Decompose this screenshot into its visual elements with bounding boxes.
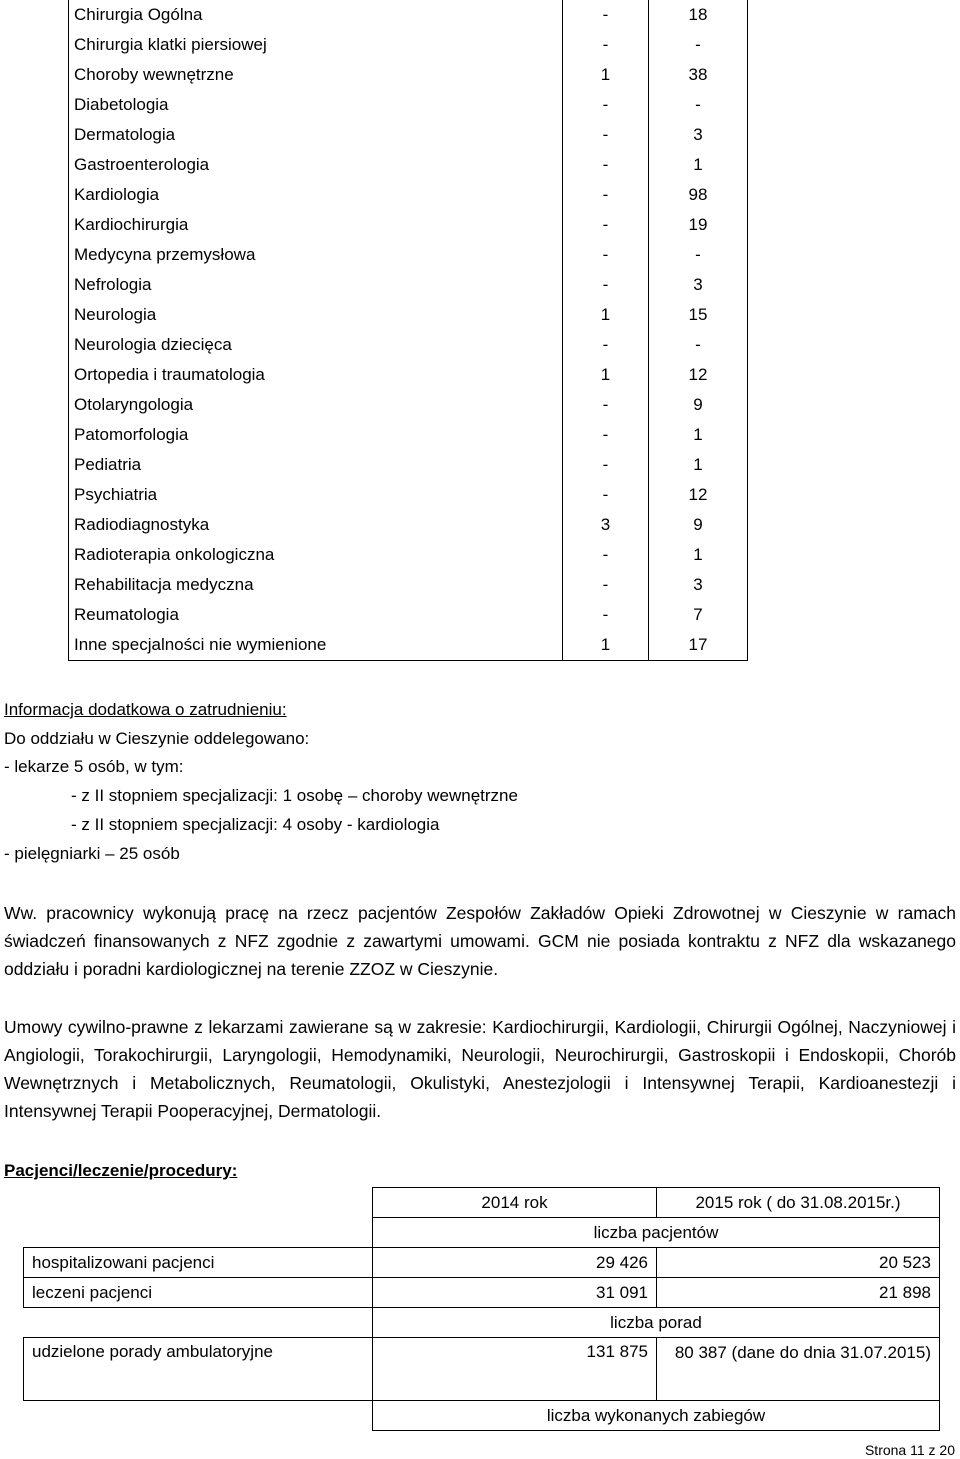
- empty-cell: [24, 1188, 373, 1218]
- table-row: [69, 360, 748, 390]
- specialty-name: Patomorfologia: [69, 420, 563, 450]
- specialty-count-1: -: [563, 420, 649, 450]
- specialty-name: Pediatria: [69, 450, 563, 480]
- specialty-name: Chirurgia Ogólna: [69, 0, 563, 30]
- table-row: [24, 1401, 940, 1431]
- table-row: [69, 480, 748, 510]
- table-row: [69, 630, 748, 661]
- info-line-1: Do oddziału w Cieszynie oddelegowano:: [4, 729, 310, 748]
- specialty-count-1: 1: [563, 360, 649, 390]
- specialty-count-1: 3: [563, 510, 649, 540]
- table-row: [69, 120, 748, 150]
- advice-2015: 80 387 (dane do dnia 31.07.2015): [657, 1338, 940, 1401]
- hospitalized-2014: 29 426: [373, 1248, 657, 1278]
- specialty-count-1: 1: [563, 60, 649, 90]
- empty-cell: [24, 1308, 373, 1338]
- specialty-name: Gastroenterologia: [69, 150, 563, 180]
- specialty-count-2: 9: [649, 390, 748, 420]
- specialty-count-2: 7: [649, 600, 748, 630]
- table-row: [69, 0, 748, 30]
- info-line-5: - pielęgniarki – 25 osób: [4, 844, 180, 863]
- specialty-name: Kardiochirurgia: [69, 210, 563, 240]
- specialty-name: Radioterapia onkologiczna: [69, 540, 563, 570]
- specialty-count-1: -: [563, 330, 649, 360]
- empty-cell: [24, 1218, 373, 1248]
- specialties-table: [68, 0, 748, 661]
- patients-heading: Pacjenci/leczenie/procedury:: [4, 1161, 238, 1180]
- specialty-name: Chirurgia klatki piersiowej: [69, 30, 563, 60]
- advice-2014: 131 875: [373, 1338, 657, 1401]
- specialty-count-1: -: [563, 210, 649, 240]
- specialty-count-1: -: [563, 450, 649, 480]
- specialty-name: Neurologia dziecięca: [69, 330, 563, 360]
- specialty-count-1: -: [563, 120, 649, 150]
- empty-cell: [24, 1401, 373, 1431]
- col-header-2014: 2014 rok: [373, 1188, 657, 1218]
- specialty-count-1: -: [563, 600, 649, 630]
- table-row: [69, 270, 748, 300]
- specialty-count-2: 3: [649, 120, 748, 150]
- specialty-count-1: -: [563, 540, 649, 570]
- table-row: [24, 1278, 940, 1308]
- specialty-count-2: 12: [649, 360, 748, 390]
- paragraph-civil-contracts: Umowy cywilno-prawne z lekarzami zawierane są w zakresie: Kardiochirurgii, Kardiologii, Chirurgii Ogólnej, Naczyniowej i Angiologii, Torakochirurgii, Laryngologii, Hemodynamiki, Neurologii, Neurochirurgii, Gastroskopii i Endoskopii, Chorób Wewnętrznych i Metabolicznych, Reumatologii, Okulistyki, Anestezjologii i Intensywnej Terapii, Kardioanestezji i Intensywnej Terapii Pooperacyjnej, Dermatologii.: [4, 1017, 956, 1121]
- page-number: Strona 11 z 20: [864, 1442, 955, 1458]
- specialty-name: Diabetologia: [69, 90, 563, 120]
- specialty-name: Kardiologia: [69, 180, 563, 210]
- specialty-name: Otolaryngologia: [69, 390, 563, 420]
- patients-table: [23, 1187, 940, 1431]
- specialty-count-2: 3: [649, 270, 748, 300]
- table-row: [69, 390, 748, 420]
- info-heading: Informacja dodatkowa o zatrudnieniu:: [4, 700, 287, 719]
- specialty-count-2: 3: [649, 570, 748, 600]
- table-row: [69, 60, 748, 90]
- specialty-count-2: 1: [649, 420, 748, 450]
- info-line-3: - z II stopniem specjalizacji: 1 osobę – choroby wewnętrzne: [71, 786, 518, 805]
- specialty-name: Medycyna przemysłowa: [69, 240, 563, 270]
- specialty-name: Nefrologia: [69, 270, 563, 300]
- specialties-table-body: [69, 0, 748, 661]
- specialty-count-2: 12: [649, 480, 748, 510]
- specialty-name: Choroby wewnętrzne: [69, 60, 563, 90]
- specialty-count-1: -: [563, 30, 649, 60]
- row-label-advice: udzielone porady ambulatoryjne: [24, 1338, 373, 1401]
- specialty-count-1: -: [563, 270, 649, 300]
- info-line-2: - lekarze 5 osób, w tym:: [4, 757, 184, 776]
- specialty-count-2: 18: [649, 0, 748, 30]
- section-advice-header: liczba porad: [373, 1308, 940, 1338]
- specialty-name: Ortopedia i traumatologia: [69, 360, 563, 390]
- specialty-count-2: 1: [649, 150, 748, 180]
- table-row: [24, 1188, 940, 1218]
- hospitalized-2015: 20 523: [657, 1248, 940, 1278]
- specialty-count-1: -: [563, 390, 649, 420]
- specialty-count-1: -: [563, 0, 649, 30]
- table-row: [24, 1248, 940, 1278]
- specialty-count-2: 9: [649, 510, 748, 540]
- specialty-count-2: 19: [649, 210, 748, 240]
- table-row: [69, 330, 748, 360]
- table-row: [69, 570, 748, 600]
- table-row: [69, 300, 748, 330]
- table-row: [69, 30, 748, 60]
- section-patients-header: liczba pacjentów: [373, 1218, 940, 1248]
- table-row: [69, 180, 748, 210]
- specialty-count-2: -: [649, 90, 748, 120]
- specialty-count-1: -: [563, 480, 649, 510]
- row-label-hospitalized: hospitalizowani pacjenci: [24, 1248, 373, 1278]
- specialty-count-2: 1: [649, 540, 748, 570]
- specialty-count-1: -: [563, 150, 649, 180]
- treated-2014: 31 091: [373, 1278, 657, 1308]
- table-row: [69, 600, 748, 630]
- table-row: [69, 150, 748, 180]
- paragraph-contract-note: Ww. pracownicy wykonują pracę na rzecz pacjentów Zespołów Zakładów Opieki Zdrowotnej w Cieszynie w ramach świadczeń finansowanych z NFZ zgodnie z zawartymi umowami. GCM nie posiada kontraktu z NFZ dla wskazanego oddziału i poradni kardiologicznej na terenie ZZOZ w Cieszynie.: [4, 903, 956, 979]
- specialty-count-2: 38: [649, 60, 748, 90]
- table-row: [69, 540, 748, 570]
- table-row: [69, 90, 748, 120]
- table-row: [69, 420, 748, 450]
- specialty-name: Psychiatria: [69, 480, 563, 510]
- specialty-name: Inne specjalności nie wymienione: [69, 630, 563, 661]
- specialty-count-2: 17: [649, 630, 748, 661]
- info-line-4: - z II stopniem specjalizacji: 4 osoby - kardiologia: [71, 815, 440, 834]
- table-row: [24, 1308, 940, 1338]
- specialty-name: Rehabilitacja medyczna: [69, 570, 563, 600]
- table-row: [69, 450, 748, 480]
- table-row: [69, 510, 748, 540]
- specialty-count-1: 1: [563, 300, 649, 330]
- specialty-count-1: -: [563, 570, 649, 600]
- specialty-count-1: 1: [563, 630, 649, 661]
- table-row: [24, 1218, 940, 1248]
- table-row: [69, 210, 748, 240]
- specialty-count-1: -: [563, 90, 649, 120]
- table-row: [24, 1338, 940, 1401]
- section-procedures-header: liczba wykonanych zabiegów: [373, 1401, 940, 1431]
- specialty-name: Radiodiagnostyka: [69, 510, 563, 540]
- specialty-count-2: -: [649, 30, 748, 60]
- specialty-count-1: -: [563, 240, 649, 270]
- specialty-count-2: 15: [649, 300, 748, 330]
- col-header-2015: 2015 rok ( do 31.08.2015r.): [657, 1188, 940, 1218]
- specialty-name: Dermatologia: [69, 120, 563, 150]
- specialty-count-2: -: [649, 240, 748, 270]
- specialty-count-2: 1: [649, 450, 748, 480]
- specialty-name: Reumatologia: [69, 600, 563, 630]
- specialty-count-1: -: [563, 180, 649, 210]
- row-label-treated: leczeni pacjenci: [24, 1278, 373, 1308]
- treated-2015: 21 898: [657, 1278, 940, 1308]
- specialty-name: Neurologia: [69, 300, 563, 330]
- specialty-count-2: -: [649, 330, 748, 360]
- table-row: [69, 240, 748, 270]
- specialty-count-2: 98: [649, 180, 748, 210]
